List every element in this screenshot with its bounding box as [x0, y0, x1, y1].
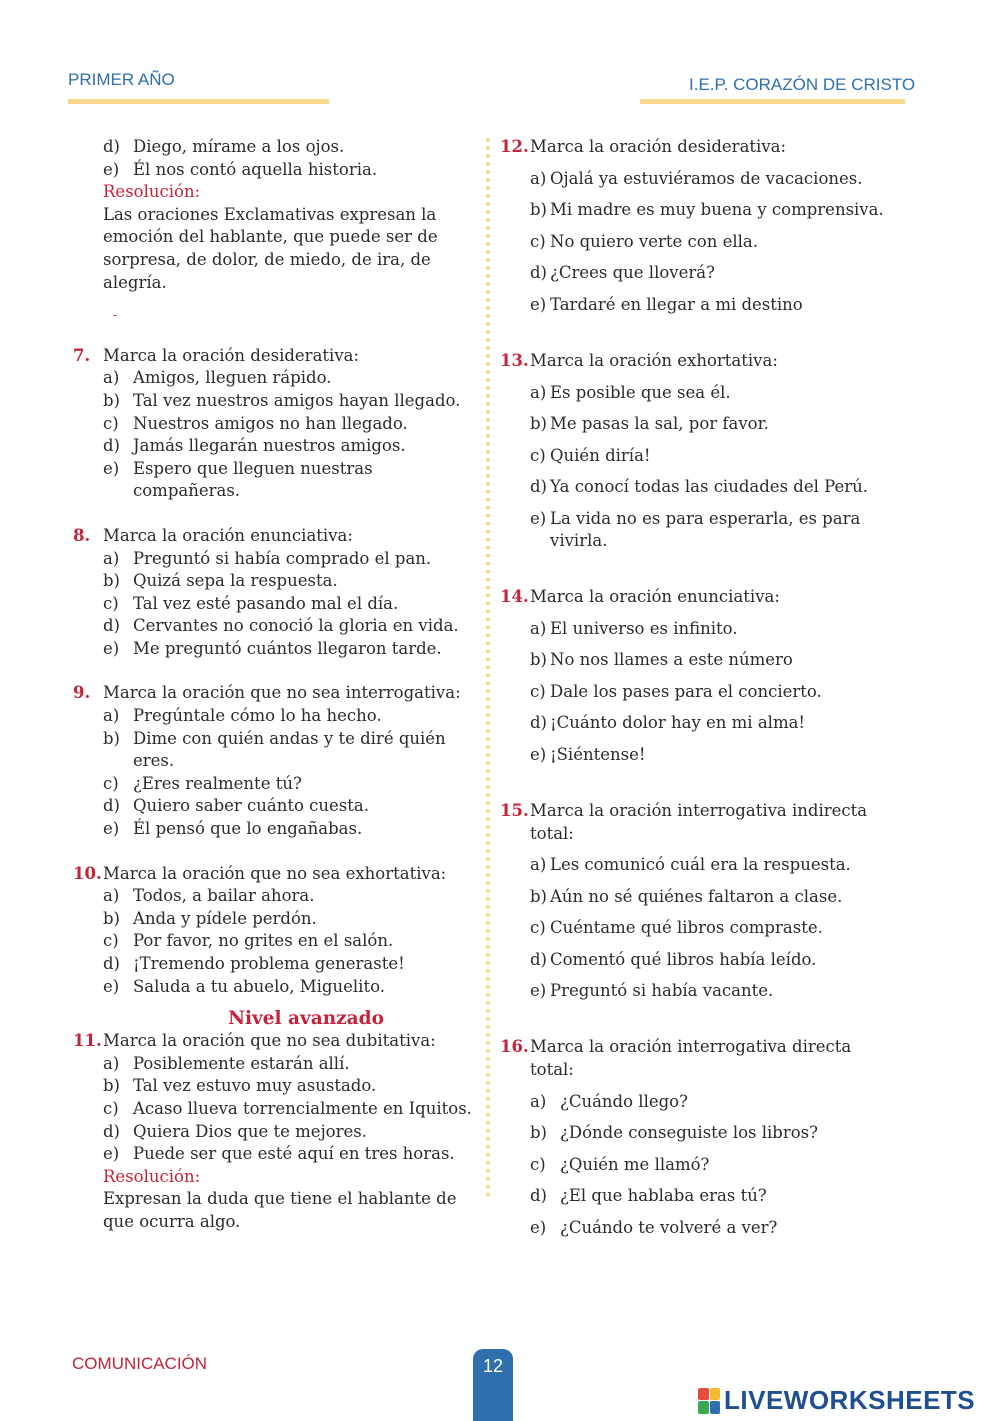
left-column	[73, 136, 479, 1234]
option[interactable]: b) Dime con quién andas y te diré quién eres.	[103, 728, 446, 771]
brand-text: LIVEWORKSHEETS	[724, 1385, 976, 1415]
option[interactable]: e) Puede ser que esté aquí en tres horas.	[103, 1144, 455, 1164]
option[interactable]: a) Ojalá ya estuviéramos de vacaciones.	[530, 168, 863, 188]
question-text: Marca la oración que no sea interrogativa:	[103, 683, 461, 703]
option[interactable]: a) Posiblemente estarán allí.	[103, 1053, 350, 1073]
option[interactable]: c) Nuestros amigos no han llegado.	[103, 413, 408, 433]
option[interactable]: d) ¿Crees que lloverá?	[530, 263, 715, 283]
option[interactable]: e) Tardaré en llegar a mi destino	[530, 294, 803, 314]
option[interactable]: c) ¿Eres realmente tú?	[103, 773, 302, 793]
question-13	[500, 350, 890, 552]
option[interactable]: c) Cuéntame qué libros compraste.	[530, 918, 823, 938]
option[interactable]: d) ¿El que hablaba eras tú?	[530, 1186, 767, 1206]
option[interactable]: e) Saluda a tu abuelo, Miguelito.	[103, 976, 385, 996]
dash-mark: -	[113, 308, 118, 323]
question-text: Marca la oración desiderativa:	[103, 345, 360, 365]
option[interactable]: d) Diego, mírame a los ojos.	[103, 137, 345, 156]
question-text: Marca la oración desiderativa:	[530, 137, 787, 156]
option[interactable]: c) Por favor, no grites en el salón.	[103, 931, 394, 951]
header-left-bar	[68, 99, 329, 104]
option[interactable]: a) ¿Cuándo llego?	[530, 1091, 688, 1111]
question-text: Marca la oración enunciativa:	[103, 525, 353, 545]
question-7	[73, 345, 479, 503]
question-10	[73, 863, 479, 999]
option[interactable]: e) ¡Siéntense!	[530, 744, 646, 764]
question-11	[73, 1030, 479, 1166]
option[interactable]: d) Comentó qué libros había leído.	[530, 949, 817, 969]
question-text: Marca la oración interrogativa indirecta total:	[530, 800, 868, 843]
option[interactable]: d) Quiera Dios que te mejores.	[103, 1121, 367, 1141]
question-16	[500, 1036, 890, 1239]
option[interactable]: a) El universo es infinito.	[530, 618, 738, 638]
question-number: 12.	[500, 137, 529, 156]
page-number: 12	[473, 1349, 513, 1421]
question-number: 9.	[73, 683, 91, 703]
option[interactable]: d) Cervantes no conoció la gloria en vida.	[103, 616, 459, 636]
resolution-label: Resolución:	[103, 182, 201, 202]
option[interactable]: c) Tal vez esté pasando mal el día.	[103, 593, 399, 613]
option[interactable]: b) Me pasas la sal, por favor.	[530, 414, 769, 434]
question-text: Marca la oración exhortativa:	[530, 350, 778, 370]
option[interactable]: b) Mi madre es muy buena y comprensiva.	[530, 200, 884, 220]
option[interactable]: b) No nos llames a este número	[530, 650, 793, 670]
question-8	[73, 525, 479, 661]
option[interactable]: d) ¡Cuánto dolor hay en mi alma!	[530, 713, 806, 733]
option[interactable]: e) Él nos contó aquella historia.	[103, 159, 378, 179]
option[interactable]: b) Aún no sé quiénes faltaron a clase.	[530, 886, 843, 906]
header-right-bar	[640, 99, 905, 104]
option[interactable]: d) Ya conocí todas las ciudades del Perú.	[530, 477, 869, 497]
option[interactable]: e) Preguntó si había vacante.	[530, 981, 774, 1001]
option[interactable]: c) Dale los pases para el concierto.	[530, 681, 822, 701]
question-text: Marca la oración que no sea dubitativa:	[103, 1031, 436, 1051]
option[interactable]: b) ¿Dónde conseguiste los libros?	[530, 1123, 818, 1143]
section-title: Nivel avanzado	[228, 1008, 384, 1030]
option[interactable]: b) Tal vez nuestros amigos hayan llegado.	[103, 390, 461, 410]
resolution-text: Expresan la duda que tiene el hablante de que ocurra algo.	[103, 1189, 457, 1231]
question-12	[500, 136, 890, 316]
question-number: 11.	[73, 1031, 102, 1051]
option[interactable]: b) Anda y pídele perdón.	[103, 908, 317, 928]
question-number: 10.	[73, 863, 102, 883]
question-14	[500, 586, 890, 766]
option[interactable]: c) Quién diría!	[530, 445, 651, 465]
header-right: I.E.P. CORAZÓN DE CRISTO	[689, 75, 916, 94]
option[interactable]: a) Preguntó si había comprado el pan.	[103, 548, 432, 568]
liveworksheets-logo-icon	[698, 1388, 720, 1414]
question-15	[500, 800, 890, 1003]
option[interactable]: c) Acaso llueva torrencialmente en Iquitos.	[103, 1098, 472, 1118]
option[interactable]: a) Es posible que sea él.	[530, 382, 731, 402]
resolution-label: Resolución:	[103, 1166, 201, 1186]
column-divider	[486, 138, 490, 1198]
question-text: Marca la oración interrogativa directa total:	[530, 1037, 852, 1080]
option[interactable]: a) Les comunicó cuál era la respuesta.	[530, 855, 851, 875]
option[interactable]: c) ¿Quién me llamó?	[530, 1154, 710, 1174]
option[interactable]: e) La vida no es para esperarla, es para vivirla.	[530, 508, 861, 550]
question-number: 15.	[500, 800, 529, 820]
footer-subject: COMUNICACIÓN	[72, 1354, 208, 1373]
right-column	[500, 136, 890, 1273]
question-number: 13.	[500, 350, 529, 370]
option[interactable]: e) Me preguntó cuántos llegaron tarde.	[103, 638, 442, 658]
option[interactable]: c) No quiero verte con ella.	[530, 231, 758, 251]
option[interactable]: e) Él pensó que lo engañabas.	[103, 819, 363, 839]
option[interactable]: d) Quiero saber cuánto cuesta.	[103, 796, 369, 816]
header-left: PRIMER AÑO	[68, 70, 175, 89]
liveworksheets-brand[interactable]	[698, 1385, 975, 1416]
option[interactable]: d) Jamás llegarán nuestros amigos.	[103, 436, 406, 456]
question-text: Marca la oración enunciativa:	[530, 586, 780, 606]
option[interactable]: a) Todos, a bailar ahora.	[103, 886, 315, 906]
question-text: Marca la oración que no sea exhortativa:	[103, 863, 447, 883]
option[interactable]: b) Tal vez estuvo muy asustado.	[103, 1076, 377, 1096]
question-number: 8.	[73, 525, 91, 545]
option[interactable]: d) ¡Tremendo problema generaste!	[103, 954, 405, 973]
resolution-text: Las oraciones Exclamativas expresan la emoción del hablante, que puede ser de sorpresa, de dolor, de miedo, de ira, de alegría.	[103, 204, 438, 292]
question-number: 14.	[500, 586, 529, 606]
question-number: 16.	[500, 1037, 529, 1057]
option[interactable]: b) Quizá sepa la respuesta.	[103, 571, 338, 591]
option[interactable]: a) Amigos, lleguen rápido.	[103, 368, 332, 388]
question-number: 7.	[73, 345, 91, 365]
option[interactable]: e) Espero que lleguen nuestras compañeras.	[103, 458, 373, 501]
question-9	[73, 682, 479, 840]
option[interactable]: e) ¿Cuándo te volveré a ver?	[530, 1218, 778, 1238]
option[interactable]: a) Pregúntale cómo lo ha hecho.	[103, 706, 382, 726]
